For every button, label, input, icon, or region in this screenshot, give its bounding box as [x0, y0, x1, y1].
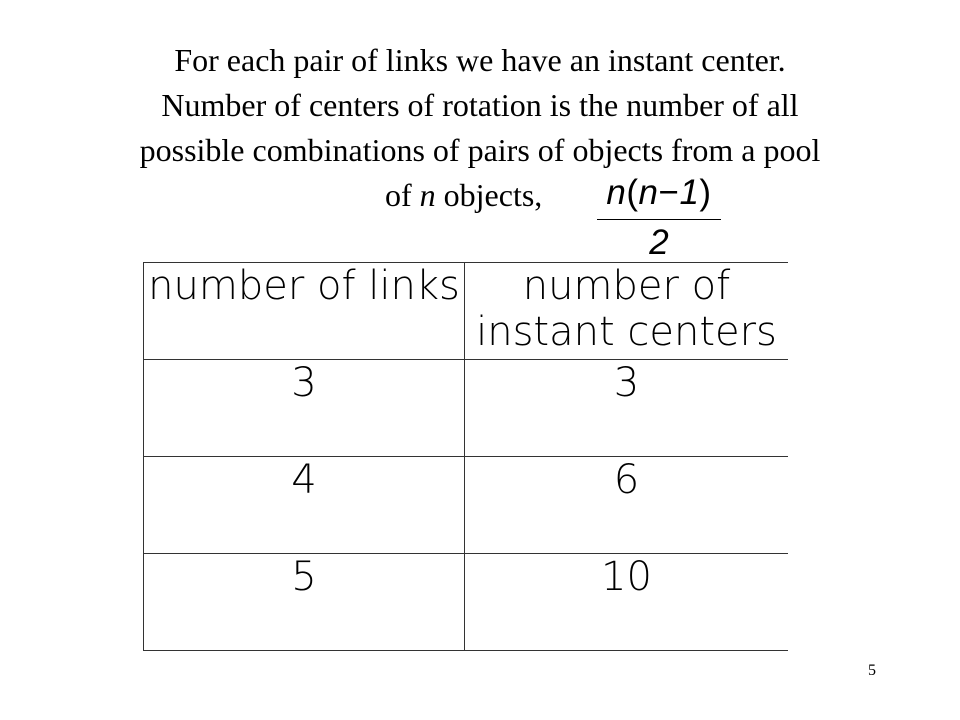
variable-n: n	[419, 177, 436, 213]
table-row	[144, 554, 789, 651]
table-row	[144, 360, 789, 457]
table-row	[144, 457, 789, 554]
intro-line-2: Number of centers of rotation is the number of all	[161, 87, 799, 123]
table-header-row	[144, 263, 789, 360]
intro-paragraph	[60, 38, 900, 173]
intro-line-4	[385, 173, 542, 218]
intro-line-1: For each pair of links we have an instant center.	[174, 42, 786, 78]
intro-line-3: possible combinations of pairs of objects from a pool	[139, 132, 821, 168]
header-number-of-links: number of links	[144, 263, 465, 360]
page-number: 5	[868, 662, 876, 679]
formula-denominator: 2	[649, 223, 669, 262]
instant-centers-table	[143, 262, 788, 651]
last-line-prefix: of	[385, 177, 420, 213]
last-line-suffix: objects,	[435, 177, 543, 213]
centers-cell: 3	[465, 360, 789, 457]
header-number-of-instant-centers: number of instant centers	[465, 263, 789, 360]
links-cell: 5	[144, 554, 465, 651]
links-cell: 3	[144, 360, 465, 457]
centers-cell: 6	[465, 457, 789, 554]
formula-numerator: n(n−1)	[606, 173, 712, 212]
links-cell: 4	[144, 457, 465, 554]
fraction-bar	[597, 219, 721, 220]
centers-cell: 10	[465, 554, 789, 651]
